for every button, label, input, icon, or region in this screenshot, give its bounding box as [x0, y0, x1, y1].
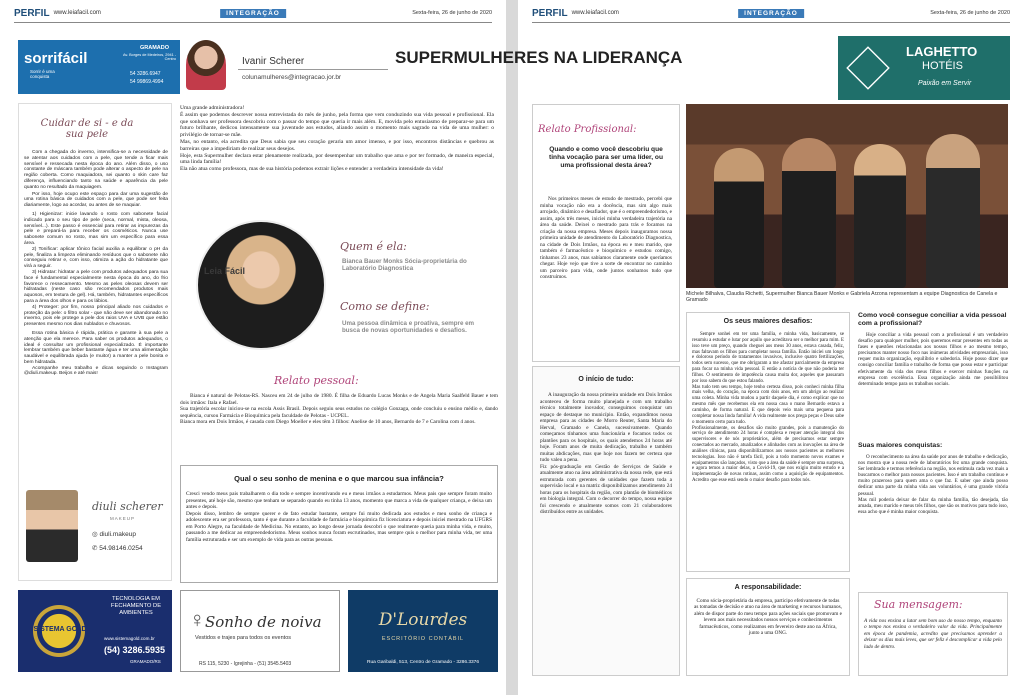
whatsapp-phone: 54.98146.0254: [99, 545, 143, 552]
who-text: Bianca Bauer Monks Sócia-proprietária do Laboratório Diagnostica: [342, 258, 467, 273]
prof-title: Relato Profissional:: [538, 124, 637, 135]
header-rule: [532, 22, 1010, 23]
personal-text: Bianca é natural de Pelotas-RS. Nasceu em 24 de julho de 1980. É filha de Eduardo Lucas Monks e de Angela Maria Saalfeld Bauer e tem dois irmãos: Itala e Rafael. Sua trajetória escolar iniciou-se na escola Assis Brasil. Depois seguiu seus estudos no colégio Gonzaga, onde concluiu o ensino médio e, dando sequência, cursou Farmácia e Bioquímica pela faculdade de Pelotas - UCPEL. Bianca mora em Dois Irmãos, é casada com Diego Moeller e eles têm 3 filhos: Anelise de 10 anos, Bernardo de 7 e Carolina com 4 anos.: [180, 393, 498, 426]
gold-line: TECNOLOGIA EM FECHAMENTO DE AMBIENTES: [110, 596, 162, 616]
right-header: [532, 6, 1010, 20]
sorrifacil-ad[interactable]: [18, 40, 180, 94]
who-title: Quem é ela:: [340, 240, 407, 253]
newspaper-logo: INTEGRAÇÃO: [220, 9, 286, 18]
achievements-title: Suas maiores conquistas:: [858, 442, 943, 449]
dlourdes-sub: ESCRITÓRIO CONTÁBIL: [381, 636, 465, 642]
balance-title: Como você consegue conciliar a vida pessoal com a profissional?: [858, 312, 1007, 327]
beauty-p1: Com a chegada do inverno, intensifica-se a necessidade de se atentar aos cuidados com a pele, que tende a ficar mais sensível e ressecada nesta época do ano. Além disso, o uso constante de máscara também pode alterar o aspecto de pele na região coberta. Como maquiadora, sei quanto o skin care faz diferença, influenciando tanto na saúde e aparência da pele quanto no resultado da maquiagem.: [24, 150, 168, 190]
whatsapp-icon: ✆: [92, 545, 100, 552]
author-divider: [238, 69, 388, 70]
left-page: [0, 0, 506, 695]
beauty-step-2: 2) Tonificar: aplicar tônico facial auxilia a equilibrar o pH da pele, finaliza a limpeza eliminando resíduos que o sabonete não conseguiu retirar e, com isso, otimiza a ação do hidratante que virá a seguir.: [24, 246, 168, 270]
gold-city: GRAMADO/RS: [130, 659, 161, 664]
noiva-icon: ♀: [189, 607, 206, 632]
instagram-row[interactable]: [92, 530, 136, 538]
author-photo: [186, 40, 226, 90]
sorrifacil-tag: Sorrir é uma conquista: [30, 69, 55, 79]
site-url[interactable]: www.leiafacil.com: [53, 10, 101, 16]
right-page: [518, 0, 1024, 695]
makeup-signature: diuli scherer: [92, 500, 163, 513]
sorrifacil-city: GRAMADO: [140, 45, 170, 51]
banner-title: SUPERMULHERES NA LIDERANÇA: [395, 48, 683, 67]
balance-text: Hoje conciliar a vida pessoal com a profissional é um verdadeiro desafio para qualquer mulher, pois queremos estar presentes em todas as fases e questões relacionadas aos nossos filhos e ao mesmo tempo, precisamos manter nosso foco nas inúmeras atividades empresariais, isso requer muita organização, equilíbrio e sabedoria. Hoje posso dizer que consigo conciliar família e trabalho de forma que posso estar e participar efetivamente da vida dos meus filhos e exercer minhas funções na empresa com excelência. Essa organização ainda me possibilitou determinado tempo para os trabalhos sociais.: [858, 332, 1008, 387]
noiva-sub: Vestidos e trajes para todos os eventos: [195, 635, 292, 641]
team-photo: [686, 104, 1008, 288]
laghetto-brand2: HOTÉIS: [922, 60, 963, 72]
noiva-addr: RS 115, 5230 - Igrejinha - (51) 3545.5403: [199, 661, 292, 667]
achievements-text: O reconhecimento na área da saúde por anos de trabalho e dedicação, nos mostra que a nossa rede de laboratórios fez uma grande conquista. Ser lembrado e termos referência na região, nos estimula cada vez mais a buscarmos o melhor para nossos pacientes. Isso é um trabalho contínuo e muito prazeroso para quem ama o que faz. E saber que ainda posso dedicar uma parte da minha vida aos voluntários, é uma grande vitória pessoal. Mas mil poderia deixar de falar da minha família, tão desejada, tão amada, meu marido e meus três filhos, que são os motivos para tudo isso, essa acho que é minha maior conquista.: [858, 454, 1008, 515]
beauty-p4: Acompanhe meu trabalho e dicas seguindo o Instagram @diuli.makeup. Beijos e até mais!: [24, 365, 168, 377]
resp-title: A responsabilidade:: [734, 584, 802, 591]
instagram-handle: diuli.makeup: [99, 531, 136, 538]
interviewee-portrait: [196, 220, 326, 350]
page-gutter: [506, 0, 518, 695]
site-url[interactable]: www.leiafacil.com: [571, 10, 619, 16]
person-1: [714, 148, 764, 288]
prof-answer: Nos primeiros meses de estudo de mestrado, percebi que minha vocação não era a docência, mas sim algo mais arrojado, dinâmico e desafiador, que é o empreendedorismo, e assim, após três meses, iniciei minha verdadeira trajetória na área da saúde. Deixei o mestrado para trás e focamos na criação da nossa empresa. Meses depois inauguramos nossa primeira unidade de atendimento do Laboratório Diagnostica, na cidade de Dois Irmãos, na época eu e meu marido, que também é farmacêutico e bioquímico e estudou comigo, tínhamos 23 anos, mas sabíamos claramente onde queríamos chegar. Hoje vejo que tive a sorte de encontrar no caminho um parceiro para vida, onde juntos sonhamos tudo que construímos.: [540, 196, 672, 280]
sistema-gold-ad[interactable]: [18, 590, 172, 672]
beauty-title: Cuidar de si - e da sua pele: [40, 118, 134, 140]
beauty-step-4: 4) Proteger: por fim, nosso principal aliado nos cuidados e proteção da pele: o filtro solar - que não deve ser abandonado no inverno, pois ele protege a pele dos raios UVA e UVB que estão presentes mesmo nos dias nublados e chuvosos.: [24, 304, 168, 328]
sorrifacil-phone1: 54 3286.6947: [130, 71, 161, 77]
beauty-step-1: 1) Higienizar: inicie lavando o rosto com sabonete facial indicado para o seu tipo de pele (seca, normal, mista, oleosa, sensível...). Este passo é essencial para retirar as impurezas da pele e prepará-la para receber os cosméticos. Nunca use sabonete comum no rosto, mas sim um específico para essa área.: [24, 211, 168, 246]
start-title: O início de tudo:: [578, 376, 634, 383]
gold-phone: (54) 3286.5935: [104, 645, 166, 655]
start-text: A inauguração da nossa primeira unidade em Dois Irmãos aconteceu de forma muito planejada e com um trabalho técnico totalmente inovador, conseguimos conquistar um espaço de destaque no município. Então, expandimos nossa empresa para as cidades de Morro Reuter, Santa Maria do Herval, Gramado e Canela, sucessivamente. Quando começamos tínhamos uma funcionária e focamos todos os plantões para os hospitais, os quais atendemos 24 horas até hoje. Foram anos de muita dedicação, trabalho e também muitas abdicações, mas que hoje nos fazem ter certeza que tudo valeu a pena. Fiz pós-graduação em Gestão de Serviços de Saúde e atualmente atuo na área administrativa da nossa rede, que está estruturada com gerentes de unidades que fazem toda a supervisão local e na matriz disponibilizamos atendimento 24 horas para os hospitais da região, com plantão de biomédicos em biologia integral. Com o decorrer do tempo, nossa equipe foi crescendo e atualmente somos com 21 colaboradores distribuídos entre as unidades.: [540, 392, 672, 515]
sorrifacil-phone2: 54 99869.4994: [130, 79, 164, 85]
intro-text: Uma grande administradora! É assim que podemos descrever nossa entrevistada do mês de junho, pela forma que vem conduzindo sua vida pessoal e profissional. Ela que sonhava ser professora descobriu com o passar do tempo que queria ir mais além. E, movida pelo entusiasmo de preparar-se para um futuro brilhante, dedicou intensamente sua juventude aos estudos, aliando assim o momento mais sagrado na vida de uma mulher: o privilégio de tornar-se mãe. Mas, no entanto, ela acredita que Deus sabia que seu coração geraria um amor imenso, e por isso, encontros distâncias e quebrou as barreiras que a impediriam de realizar seus desejos. Hoje, esta Supermulher declara estar plenamente realizada, por desempenhar um trabalho que ama e por ter formado, de maneira especial, uma linda família! Ela não atua como professora, mas de sua história podemos extrair lições e entender a verdadeira intensidade da vida!: [180, 105, 494, 173]
author-name: Ivanir Scherer: [242, 56, 305, 67]
laghetto-emblem: [846, 46, 890, 90]
issue-date: Sexta-feira, 26 de junho de 2020: [412, 10, 492, 16]
beauty-p3: Essa rotina básica é rápida, prática e garante à sua pele a atenção que ela merece. Para saber os produtos adequados, o ideal é consultar um profissional especializado. É importante lembrar também que beber bastante água e ter uma alimentação saudável e equilibrada ajuda (e muito!) a manter a pele bonita e bem hidratada.: [24, 330, 168, 365]
noiva-name: Sonho de noiva: [205, 613, 322, 631]
gold-site: www.sistemagold.com.br: [104, 636, 155, 641]
sonho-noiva-ad[interactable]: [180, 590, 340, 672]
challenges-title: Os seus maiores desafios:: [723, 318, 813, 325]
left-header: [14, 6, 492, 20]
laghetto-brand: LAGHETTO: [906, 44, 978, 59]
message-text: A vida nos ensina a lutar sem bom uso do nosso tempo, enquanto o tempo nos ensina o verdadeiro valor da vida. Principalmente em época de pandemia, acredito que precisamos aprender a deixar os dias mais leves, que ser feliz é descomplicar a vida pelo lado de dentro.: [864, 618, 1002, 650]
dlourdes-ad[interactable]: [348, 590, 498, 672]
author-email[interactable]: colunamulheres@integracao.jor.br: [242, 74, 342, 81]
instagram-icon: ◎: [92, 531, 100, 538]
portrait-backdrop-logo: Leia Fácil: [204, 266, 246, 276]
makeup-artist-photo: [26, 490, 78, 562]
dream-text: Cresci vendo meus pais trabalharem o dia todo e sempre incentivando eu e meus irmãos a estudarmos. Meus pais que sempre foram muito presentes, até hoje são, mesmo que tenham se separado quando eu tinha 13 anos, momento que marca a vida de qualquer criança, e deixa um antes e depois. Depois disso, lembro de sempre querer e de fato estudar bastante, sempre fui muito dedicada aos estudos e meu sonho de criança e adolescente era ser professora, tanto é que durante a faculdade de farmácia e bioquímica fiz licenciatura e depois iniciei mestrado na UFGRS em Porto Alegre, na faculdade de Medicina. No entanto, ao longo desse jornada descobri o que realmente queria para minha vida, e muito, passando a me dedicar ao empreendedorismo. Meus sonhos nunca foram escrutinados, mas sempre quis o melhor para minha vida, ter uma família estruturada e ser um exemplo de vida para as outras pessoas.: [186, 491, 492, 543]
challenges-text: Sempre sonhei em ter uma família, e minha vida, basicamente, se resumiu a estudar e lutar por aquilo que acreditava ser o melhor para mim. E isso teve um preço, quando cheguei aos meus 30 anos, estava casada, feliz, mas faltavam os filhos para completar nossa família. Então iniciei um longo e doloroso período de tratamentos invasivos, inclusive quatro fertilizações, todos sem sucesso, que me obrigaram a me afastar parcialmente da empresa para focar na minha vida pessoal. E então a notícia de que não poderia ter filhos. O sentimento de impotência causa muita dor, aqueles que passaram por isso sabem do que estou falando. Mas tudo tem seu tempo, hoje tenho certeza disso, pois conheci minha filha mais velha, do coração, na época com dois anos, em um abrigo ao realizar uma coleta. Minha vida mudou a partir daquele dia, é como explicar que no mesmo mês que recebemos ela em nossa casa o mano Bernardo estava a caminho, de forma natural. E que depois veio mais uma pequena para completar nossa linda família! A vida realmente nos prega peças e Deus sabe o momento certo para tudo. Profissionalmente, os desafios são muito grandes, pois a manutenção do serviço de atendimento 24 horas é complexa e requer atenção integral dos supervisores e de nós proprietários, além de precisamos estar sempre conectados ao mercado, atualizados e alinhados com as inovações na área de análises clínicas, para disponibilizarmos aos nossos pacientes as melhores tecnologias. Isso não é tarefa fácil, pois a todo momento novos exames e equipamentos são lançados, visto que a área da saúde é sempre uma surpresa, e agora temos a maior delas, a Covid-19, que nos exigiu muito estudo e a implementação de novas rotinas, assim como a aquisição de equipamentos. Acredito que esse está sendo o maior desafio para todos nós.: [692, 332, 844, 484]
photo-caption: Michele Bilhalva, Claudia Richetti, Supermulher Bianca Bauer Monks e Gabriela Arzona representam a equipe Diagnostica de Canela e Gramado: [686, 291, 998, 304]
person-3: [854, 144, 906, 288]
message-title: Sua mensagem:: [874, 598, 963, 611]
beauty-step-3: 3) Hidratar: hidratar a pele com produtos adequados para sua face é fundamental especialmente nesta época do ano, do frio favorece o ressecamento. Mesmo as peles oleosas devem ser hidratadas (neste caso são recomendados produtos mais aquosos, em textura de gel). Há, também, hidratantes específicos para a área dos olhos e para os lábios.: [24, 269, 168, 304]
person-4: [926, 134, 980, 288]
define-text: Uma pessoa dinâmica e proativa, sempre em busca de novas oportunidades e desafios.: [342, 320, 475, 335]
laghetto-tag: Paixão em Servir: [918, 80, 972, 87]
prof-question: Quando e como você descobriu que tinha vocação para ser uma líder, ou uma profissional desta área?: [549, 146, 663, 169]
beauty-text: [24, 150, 168, 377]
newspaper-logo: INTEGRAÇÃO: [738, 9, 804, 18]
laghetto-ad[interactable]: [838, 36, 1010, 100]
gold-name: SISTEMA GOLD: [33, 626, 87, 633]
dlourdes-name: D'Lourdes: [378, 610, 468, 630]
define-title: Como se define:: [340, 300, 430, 313]
personal-title: Relato pessoal:: [274, 374, 359, 387]
makeup-label: MAKEUP: [110, 516, 136, 521]
section-label: PERFIL: [14, 7, 50, 19]
sorrifacil-address: Av. Borges de Medeiros, 2941 - Centro: [122, 53, 176, 61]
person-2: [782, 138, 836, 288]
resp-text: Como sócia-proprietária da empresa, participo efetivamente de todas as tomadas de decisão e atuo na área de marketing e recursos humanos, além de dispor parte do meu tempo para ações sociais que promovam e levem aos mais necessitados nossos serviços e conhecimentos farmacêuticos, como realizamos em fevereiro deste ano na África, junto a uma ONG.: [694, 598, 842, 637]
issue-date: Sexta-feira, 26 de junho de 2020: [930, 10, 1010, 16]
section-label: PERFIL: [532, 7, 568, 19]
dlourdes-addr: Rua Garibaldi, 513, Centro de Gramado - 3286.3376: [367, 660, 479, 665]
header-rule: [14, 22, 492, 23]
beauty-p2: Por isso, hoje ocupo este espaço para dar uma sugestão de uma rotina básica de cuidados com a pele, que pode ser feita diariamente, logo ao acordar, ou antes de se maquiar.: [24, 191, 168, 209]
whatsapp-row[interactable]: [92, 544, 143, 552]
dream-title: Qual o seu sonho de menina e o que marcou sua infância?: [234, 474, 444, 483]
sorrifacil-brand: sorrifácil: [24, 50, 88, 67]
